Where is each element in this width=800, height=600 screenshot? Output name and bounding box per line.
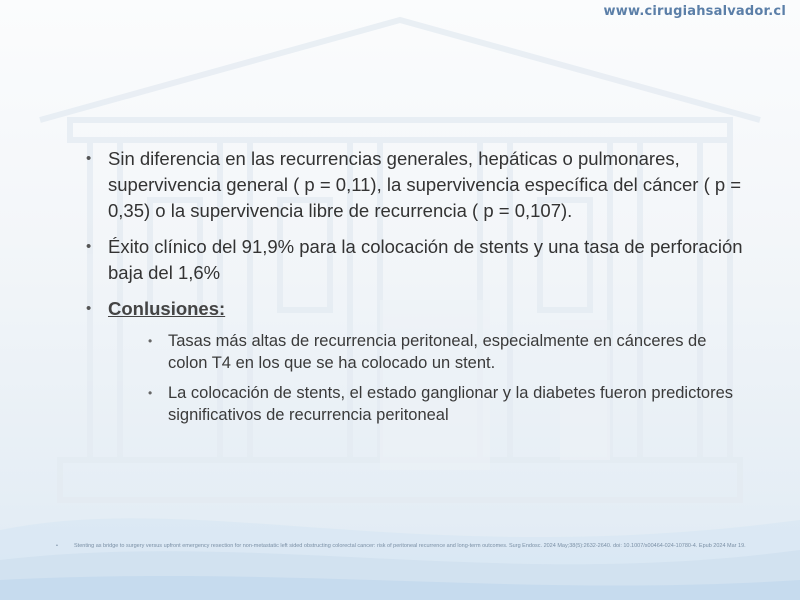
- sub-bullet-item: [148, 330, 746, 374]
- bullet-icon: •: [86, 300, 92, 317]
- bullet-icon: •: [56, 543, 58, 549]
- bullet-icon: •: [86, 150, 92, 167]
- bullet-text: Éxito clínico del 91,9% para la colocación de stents y una tasa de perforación baja del 1,6%: [108, 236, 743, 283]
- reference-text: Stenting as bridge to surgery versus upfront emergency resection for non-metastatic left sided obstructing colorectal cancer: risk of peritoneal recurrence and long-term outcomes. Surg Endosc. 2024 May;38(5):2632-2640. doi: 10.1007/s00464-024-10780-4. Epub 2024 Mar 19.: [74, 543, 746, 549]
- site-url: www.cirugiahsalvador.cl: [603, 4, 786, 19]
- bullet-icon: •: [86, 238, 92, 255]
- bullet-item-conclusions: [86, 296, 746, 426]
- bottom-wave-decoration: [0, 480, 800, 600]
- bullet-item: [86, 146, 746, 224]
- sub-bullet-text: La colocación de stents, el estado ganglionar y la diabetes fueron predictores significativos de recurrencia peritoneal: [168, 384, 734, 424]
- bullet-icon: •: [148, 334, 153, 348]
- bullet-text: Sin diferencia en las recurrencias generales, hepáticas o pulmonares, supervivencia general ( p = 0,11), la supervivencia específica del cáncer ( p = 0,35) o la supervivencia libre de recurrencia ( p = 0,107).: [108, 148, 742, 221]
- sub-bullet-item: [148, 382, 746, 426]
- conclusions-heading: Conlusiones:: [108, 298, 226, 319]
- bullet-item: [86, 234, 746, 286]
- slide-content: [86, 146, 746, 436]
- bullet-icon: •: [148, 386, 153, 400]
- sub-bullet-text: Tasas más altas de recurrencia peritoneal, especialmente en cánceres de colon T4 en los que se ha colocado un stent.: [168, 332, 707, 372]
- conclusions-list: [148, 330, 746, 426]
- reference-citation: [56, 542, 746, 550]
